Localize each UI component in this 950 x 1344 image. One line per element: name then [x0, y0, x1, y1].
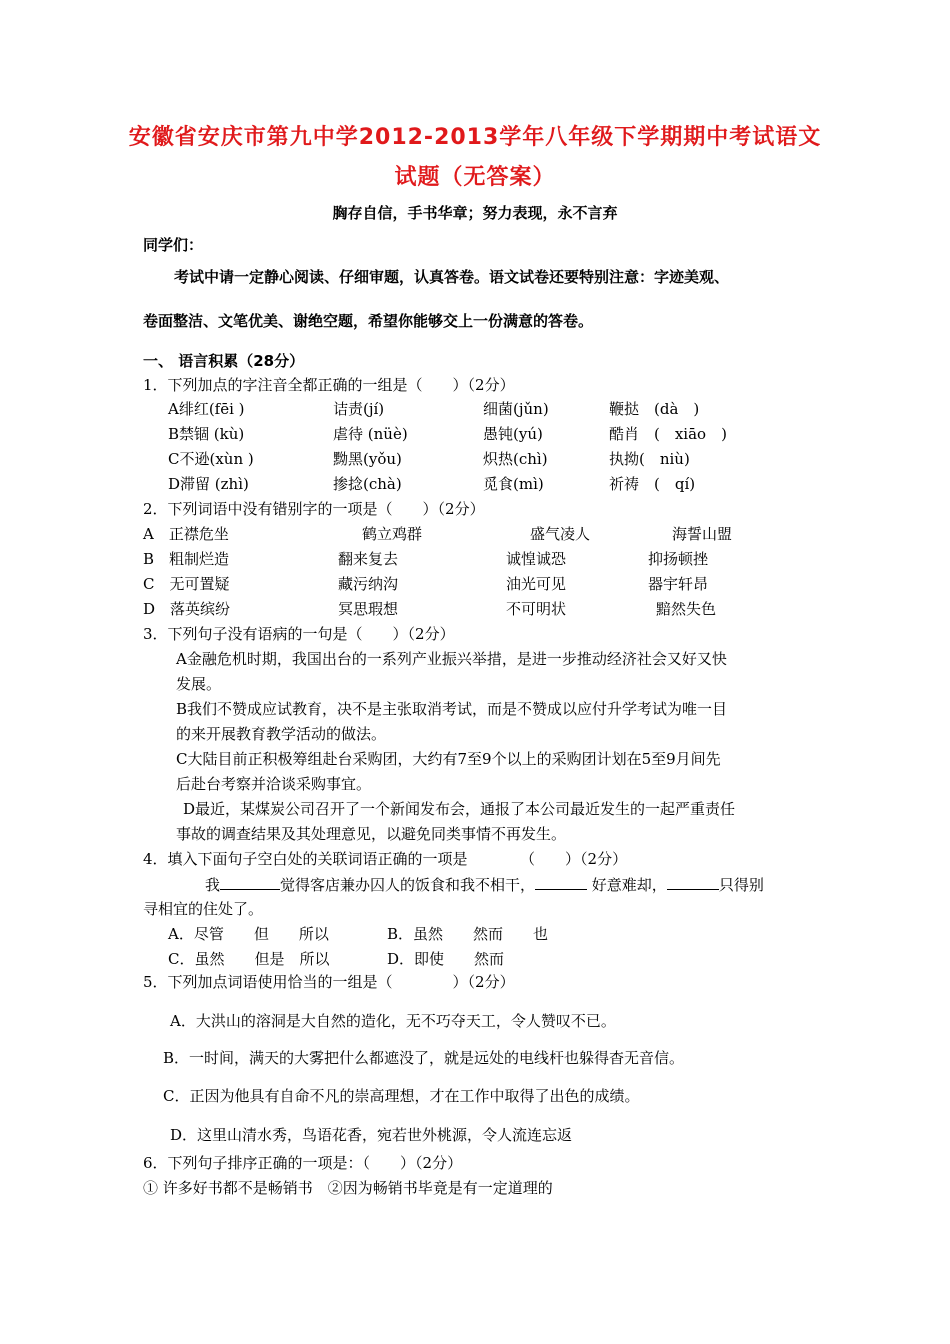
exam-title-line2: 试题（无答案） — [394, 165, 556, 190]
q2-option-cell: 不可明状 — [506, 600, 567, 618]
q1-option-cell: 细菌(jǔn) — [483, 400, 549, 418]
q2-option-cell: A 正襟危坐 — [143, 525, 229, 543]
q3-option-a-cont: 发展。 — [176, 675, 222, 693]
q1-option-cell: 炽热(chì) — [483, 450, 548, 468]
q5-option-b: B．一时间，满天的大雾把什么都遮没了，就是远处的电线杆也躲得杳无音信。 — [163, 1049, 685, 1067]
section-heading: 一、 语言积累（28分） — [143, 352, 305, 370]
q4-stem: 4．填入下面句子空白处的关联词语正确的一项是 （ ）（2分） — [143, 850, 628, 868]
q1-option-cell: 祈祷 ( qí) — [609, 475, 696, 493]
q4-blank-2[interactable] — [535, 873, 587, 890]
q5-option-a: A．大洪山的溶洞是大自然的造化，无不巧夺天工，令人赞叹不已。 — [170, 1012, 616, 1030]
q6-line-1: ① 许多好书都不是畅销书 ②因为畅销书毕竟是有一定道理的 — [143, 1179, 553, 1197]
q4-sentence-part: 我 — [205, 876, 221, 894]
greeting: 同学们： — [143, 236, 204, 254]
q2-option-cell: 翻来复去 — [338, 550, 399, 568]
q1-option-cell: 掺捻(chà) — [333, 475, 402, 493]
q4-sentence-cont: 寻相宜的住处了。 — [143, 900, 264, 918]
q1-option-cell: A绯红(fēi ) — [168, 400, 245, 418]
q1-option-cell: D滞留 (zhì) — [168, 475, 249, 493]
q2-option-cell: C 无可置疑 — [143, 575, 230, 593]
q2-option-cell: 黯然失色 — [656, 600, 717, 618]
q1-option-cell: 黝黑(yǒu) — [333, 450, 402, 468]
q3-option-d: D最近，某煤炭公司召开了一个新闻发布会，通报了本公司最近发生的一起严重责任 — [183, 800, 736, 818]
q2-option-cell: 盛气凌人 — [530, 525, 591, 543]
q2-stem: 2．下列词语中没有错别字的一项是（ ）（2分） — [143, 500, 485, 518]
q3-option-d-cont: 事故的调查结果及其处理意见，以避免同类事情不再发生。 — [176, 825, 567, 843]
q4-blank-1[interactable] — [220, 873, 280, 890]
q4-sentence-part: 只得别 — [718, 876, 764, 894]
q4-option-b: B．虽然 然而 也 — [387, 925, 549, 943]
q1-stem: 1．下列加点的字注音全都正确的一组是（ ）（2分） — [143, 376, 515, 394]
q1-option-cell: 觅食(mì) — [483, 475, 544, 493]
q4-sentence — [205, 873, 764, 896]
q1-option-cell: 虐待 (nüè) — [333, 425, 408, 443]
q5-option-d: D．这里山清水秀，鸟语花香，宛若世外桃源，令人流连忘返 — [170, 1126, 573, 1144]
q2-option-cell: 冥思瑕想 — [338, 600, 399, 618]
q4-option-a: A．尽管 但 所以 — [168, 925, 329, 943]
q2-option-cell: 油光可见 — [506, 575, 567, 593]
q2-option-cell: 器宇轩昂 — [648, 575, 709, 593]
q3-option-b-cont: 的来开展教育教学活动的做法。 — [176, 725, 387, 743]
q2-option-cell: B 粗制烂造 — [143, 550, 230, 568]
q1-option-cell: 鞭挞 (dà ) — [609, 400, 700, 418]
q4-blank-3[interactable] — [667, 873, 719, 890]
intro-paragraph-line1: 考试中请一定静心阅读、仔细审题，认真答卷。语文试卷还要特别注意：字迹美观、 — [174, 268, 730, 286]
q2-option-cell: D 落英缤纷 — [143, 600, 231, 618]
q2-option-cell: 抑扬顿挫 — [648, 550, 709, 568]
q2-option-cell: 藏污纳沟 — [338, 575, 399, 593]
q1-option-cell: 执拗( niù) — [609, 450, 690, 468]
q3-option-c: C大陆目前正积极筹组赴台采购团，大约有7至9个以上的采购团计划在5至9月间先 — [176, 750, 721, 768]
q2-option-cell: 诚惶诚恐 — [506, 550, 567, 568]
q3-option-b: B我们不赞成应试教育，决不是主张取消考试，而是不赞成以应付升学考试为唯一目 — [176, 700, 728, 718]
q2-option-cell: 鹤立鸡群 — [362, 525, 423, 543]
q5-option-c: C．正因为他具有自命不凡的崇高理想，才在工作中取得了出色的成绩。 — [163, 1087, 640, 1105]
q1-option-cell: 酷肖 ( xiāo ) — [609, 425, 727, 443]
q4-option-d: D．即使 然而 — [387, 950, 505, 968]
q4-option-c: C．虽然 但是 所以 — [168, 950, 330, 968]
q4-sentence-part: 觉得客店兼办囚人的饭食和我不相干， — [280, 876, 536, 894]
exam-title-line1: 安徽省安庆市第九中学2012-2013学年八年级下学期期中考试语文 — [128, 125, 822, 150]
q3-option-c-cont: 后赴台考察并洽谈采购事宜。 — [176, 775, 372, 793]
q1-option-cell: C不逊(xùn ) — [168, 450, 254, 468]
q1-option-cell: 诘责(jí) — [333, 400, 385, 418]
q4-sentence-part: 好意难却， — [587, 876, 667, 894]
q1-option-cell: B禁锢 (kù) — [168, 425, 245, 443]
q3-option-a: A金融危机时期，我国出台的一系列产业振兴举措，是进一步推动经济社会又好又快 — [176, 650, 727, 668]
q2-option-cell: 海誓山盟 — [672, 525, 733, 543]
q6-stem: 6．下列句子排序正确的一项是：（ ）（2分） — [143, 1154, 463, 1172]
q3-stem: 3．下列句子没有语病的一句是（ ）（2分） — [143, 625, 455, 643]
q5-stem: 5．下列加点词语使用恰当的一组是（ ）（2分） — [143, 973, 515, 991]
intro-paragraph-line2: 卷面整洁、文笔优美、谢绝空题，希望你能够交上一份满意的答卷。 — [143, 312, 594, 330]
q1-option-cell: 愚钝(yú) — [483, 425, 543, 443]
motto: 胸存自信，手书华章；努力表现，永不言弃 — [332, 204, 618, 222]
